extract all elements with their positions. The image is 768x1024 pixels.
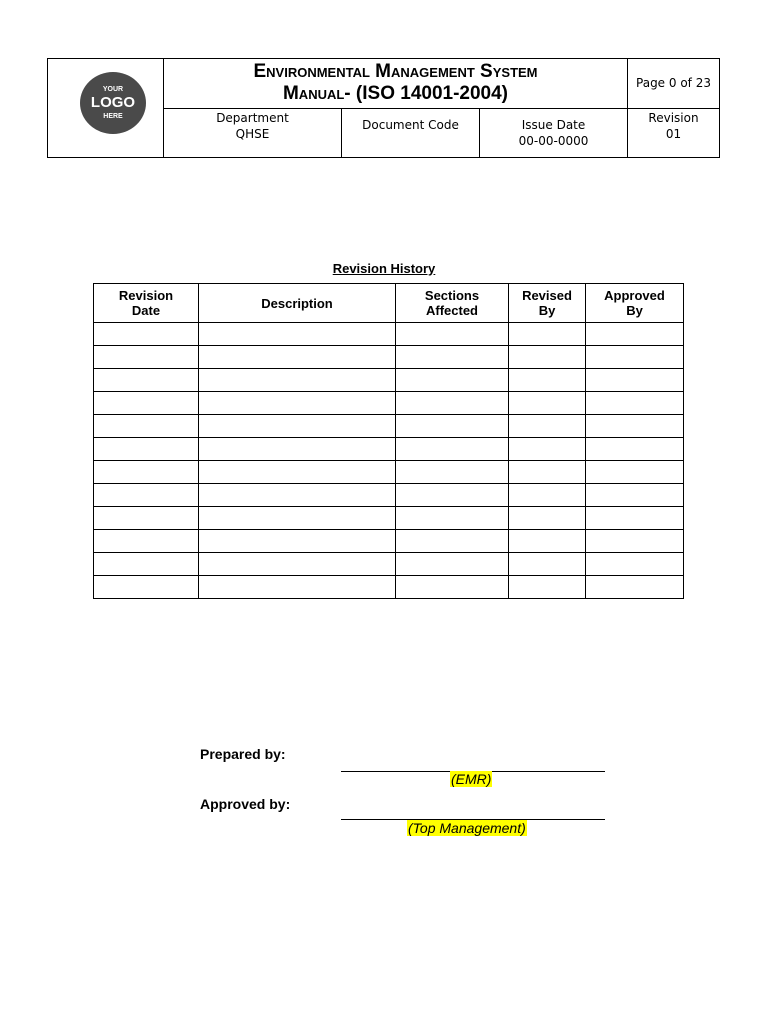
logo-text-top: YOUR xyxy=(102,86,124,93)
table-cell[interactable] xyxy=(509,323,586,346)
approved-by-label: Approved by: xyxy=(200,796,291,812)
table-cell[interactable] xyxy=(94,438,199,461)
table-row xyxy=(94,392,684,415)
table-cell[interactable] xyxy=(199,484,396,507)
approved-by-role: (Top Management) xyxy=(408,820,526,836)
document-code-label: Document Code xyxy=(362,118,459,132)
column-header-line: Sections xyxy=(424,288,480,303)
table-row xyxy=(94,484,684,507)
issue-date-value: 00-00-0000 xyxy=(518,134,589,148)
column-header-line: Revised xyxy=(522,288,572,303)
table-cell[interactable] xyxy=(199,438,396,461)
table-row xyxy=(94,415,684,438)
table-row xyxy=(94,576,684,599)
column-header-line: Affected xyxy=(425,303,478,318)
table-cell[interactable] xyxy=(199,415,396,438)
table-cell[interactable] xyxy=(509,484,586,507)
column-header-sections-affected xyxy=(396,284,509,323)
table-cell[interactable] xyxy=(586,369,684,392)
revision-cell xyxy=(628,109,719,157)
table-cell[interactable] xyxy=(509,346,586,369)
page-number: Page 0 of 23 xyxy=(628,59,719,109)
table-cell[interactable] xyxy=(94,461,199,484)
table-cell[interactable] xyxy=(396,438,509,461)
table-cell[interactable] xyxy=(509,576,586,599)
table-cell[interactable] xyxy=(509,415,586,438)
table-row xyxy=(94,507,684,530)
table-cell[interactable] xyxy=(396,392,509,415)
table-cell[interactable] xyxy=(509,392,586,415)
table-cell[interactable] xyxy=(199,461,396,484)
revision-history-table xyxy=(93,283,684,599)
table-cell[interactable] xyxy=(509,553,586,576)
table-row xyxy=(94,323,684,346)
table-cell[interactable] xyxy=(199,507,396,530)
table-cell[interactable] xyxy=(586,553,684,576)
document-header xyxy=(47,58,720,158)
logo-text-main: LOGO xyxy=(90,94,136,111)
column-header-line: Approved xyxy=(604,288,665,303)
table-cell[interactable] xyxy=(199,530,396,553)
table-cell[interactable] xyxy=(94,415,199,438)
table-cell[interactable] xyxy=(199,392,396,415)
table-cell[interactable] xyxy=(396,346,509,369)
table-cell[interactable] xyxy=(586,484,684,507)
table-cell[interactable] xyxy=(509,438,586,461)
column-header-line: Revision xyxy=(118,288,174,303)
table-cell[interactable] xyxy=(94,553,199,576)
table-cell[interactable] xyxy=(94,369,199,392)
department-cell xyxy=(164,109,342,157)
table-row xyxy=(94,346,684,369)
column-header-line: By xyxy=(626,303,643,318)
table-row xyxy=(94,553,684,576)
table-cell[interactable] xyxy=(586,346,684,369)
logo-cell xyxy=(48,59,164,157)
column-header-line: Date xyxy=(131,303,161,318)
table-cell[interactable] xyxy=(94,576,199,599)
column-header-revision-date xyxy=(94,284,199,323)
table-cell[interactable] xyxy=(509,461,586,484)
table-cell[interactable] xyxy=(396,461,509,484)
document-title xyxy=(164,59,628,109)
prepared-by-label: Prepared by: xyxy=(200,746,286,762)
table-cell[interactable] xyxy=(199,346,396,369)
table-cell[interactable] xyxy=(586,576,684,599)
table-cell[interactable] xyxy=(586,530,684,553)
table-cell[interactable] xyxy=(396,323,509,346)
column-header-revised-by xyxy=(509,284,586,323)
table-cell[interactable] xyxy=(396,576,509,599)
table-cell[interactable] xyxy=(94,507,199,530)
title-line-2: Manual- (ISO 14001-2004) xyxy=(282,83,509,104)
table-cell[interactable] xyxy=(586,323,684,346)
title-line-1: Environmental Management System xyxy=(253,61,538,82)
table-cell[interactable] xyxy=(396,484,509,507)
table-cell[interactable] xyxy=(199,576,396,599)
table-cell[interactable] xyxy=(509,530,586,553)
logo-text-bottom: HERE xyxy=(103,113,123,120)
logo xyxy=(80,72,146,134)
table-cell[interactable] xyxy=(199,323,396,346)
revision-history-title: Revision History xyxy=(332,261,436,276)
document-code-cell xyxy=(342,109,480,157)
table-cell[interactable] xyxy=(94,484,199,507)
table-row xyxy=(94,530,684,553)
table-row xyxy=(94,369,684,392)
table-cell[interactable] xyxy=(94,346,199,369)
table-cell[interactable] xyxy=(586,461,684,484)
revision-label: Revision xyxy=(648,111,699,125)
revision-history-rows xyxy=(94,323,684,599)
table-cell[interactable] xyxy=(509,507,586,530)
table-cell[interactable] xyxy=(94,323,199,346)
column-header-approved-by xyxy=(586,284,684,323)
table-cell[interactable] xyxy=(199,369,396,392)
table-cell[interactable] xyxy=(586,392,684,415)
revision-value: 01 xyxy=(665,127,682,141)
department-label: Department xyxy=(216,111,289,125)
table-row xyxy=(94,461,684,484)
department-value: QHSE xyxy=(235,127,270,141)
table-row xyxy=(94,438,684,461)
table-cell[interactable] xyxy=(94,392,199,415)
table-cell[interactable] xyxy=(199,553,396,576)
table-cell[interactable] xyxy=(396,507,509,530)
column-header-line: By xyxy=(538,303,556,318)
column-header-description xyxy=(199,284,396,323)
table-cell[interactable] xyxy=(396,553,509,576)
table-cell[interactable] xyxy=(586,415,684,438)
table-cell[interactable] xyxy=(396,530,509,553)
table-cell[interactable] xyxy=(509,369,586,392)
column-header-line: Description xyxy=(261,295,333,311)
table-cell[interactable] xyxy=(396,369,509,392)
table-cell[interactable] xyxy=(586,507,684,530)
prepared-by-role: (EMR) xyxy=(451,771,492,787)
table-header-row xyxy=(94,284,684,323)
table-cell[interactable] xyxy=(396,415,509,438)
table-cell[interactable] xyxy=(586,438,684,461)
issue-date-label: Issue Date xyxy=(521,118,586,132)
issue-date-cell xyxy=(480,109,628,157)
table-cell[interactable] xyxy=(94,530,199,553)
